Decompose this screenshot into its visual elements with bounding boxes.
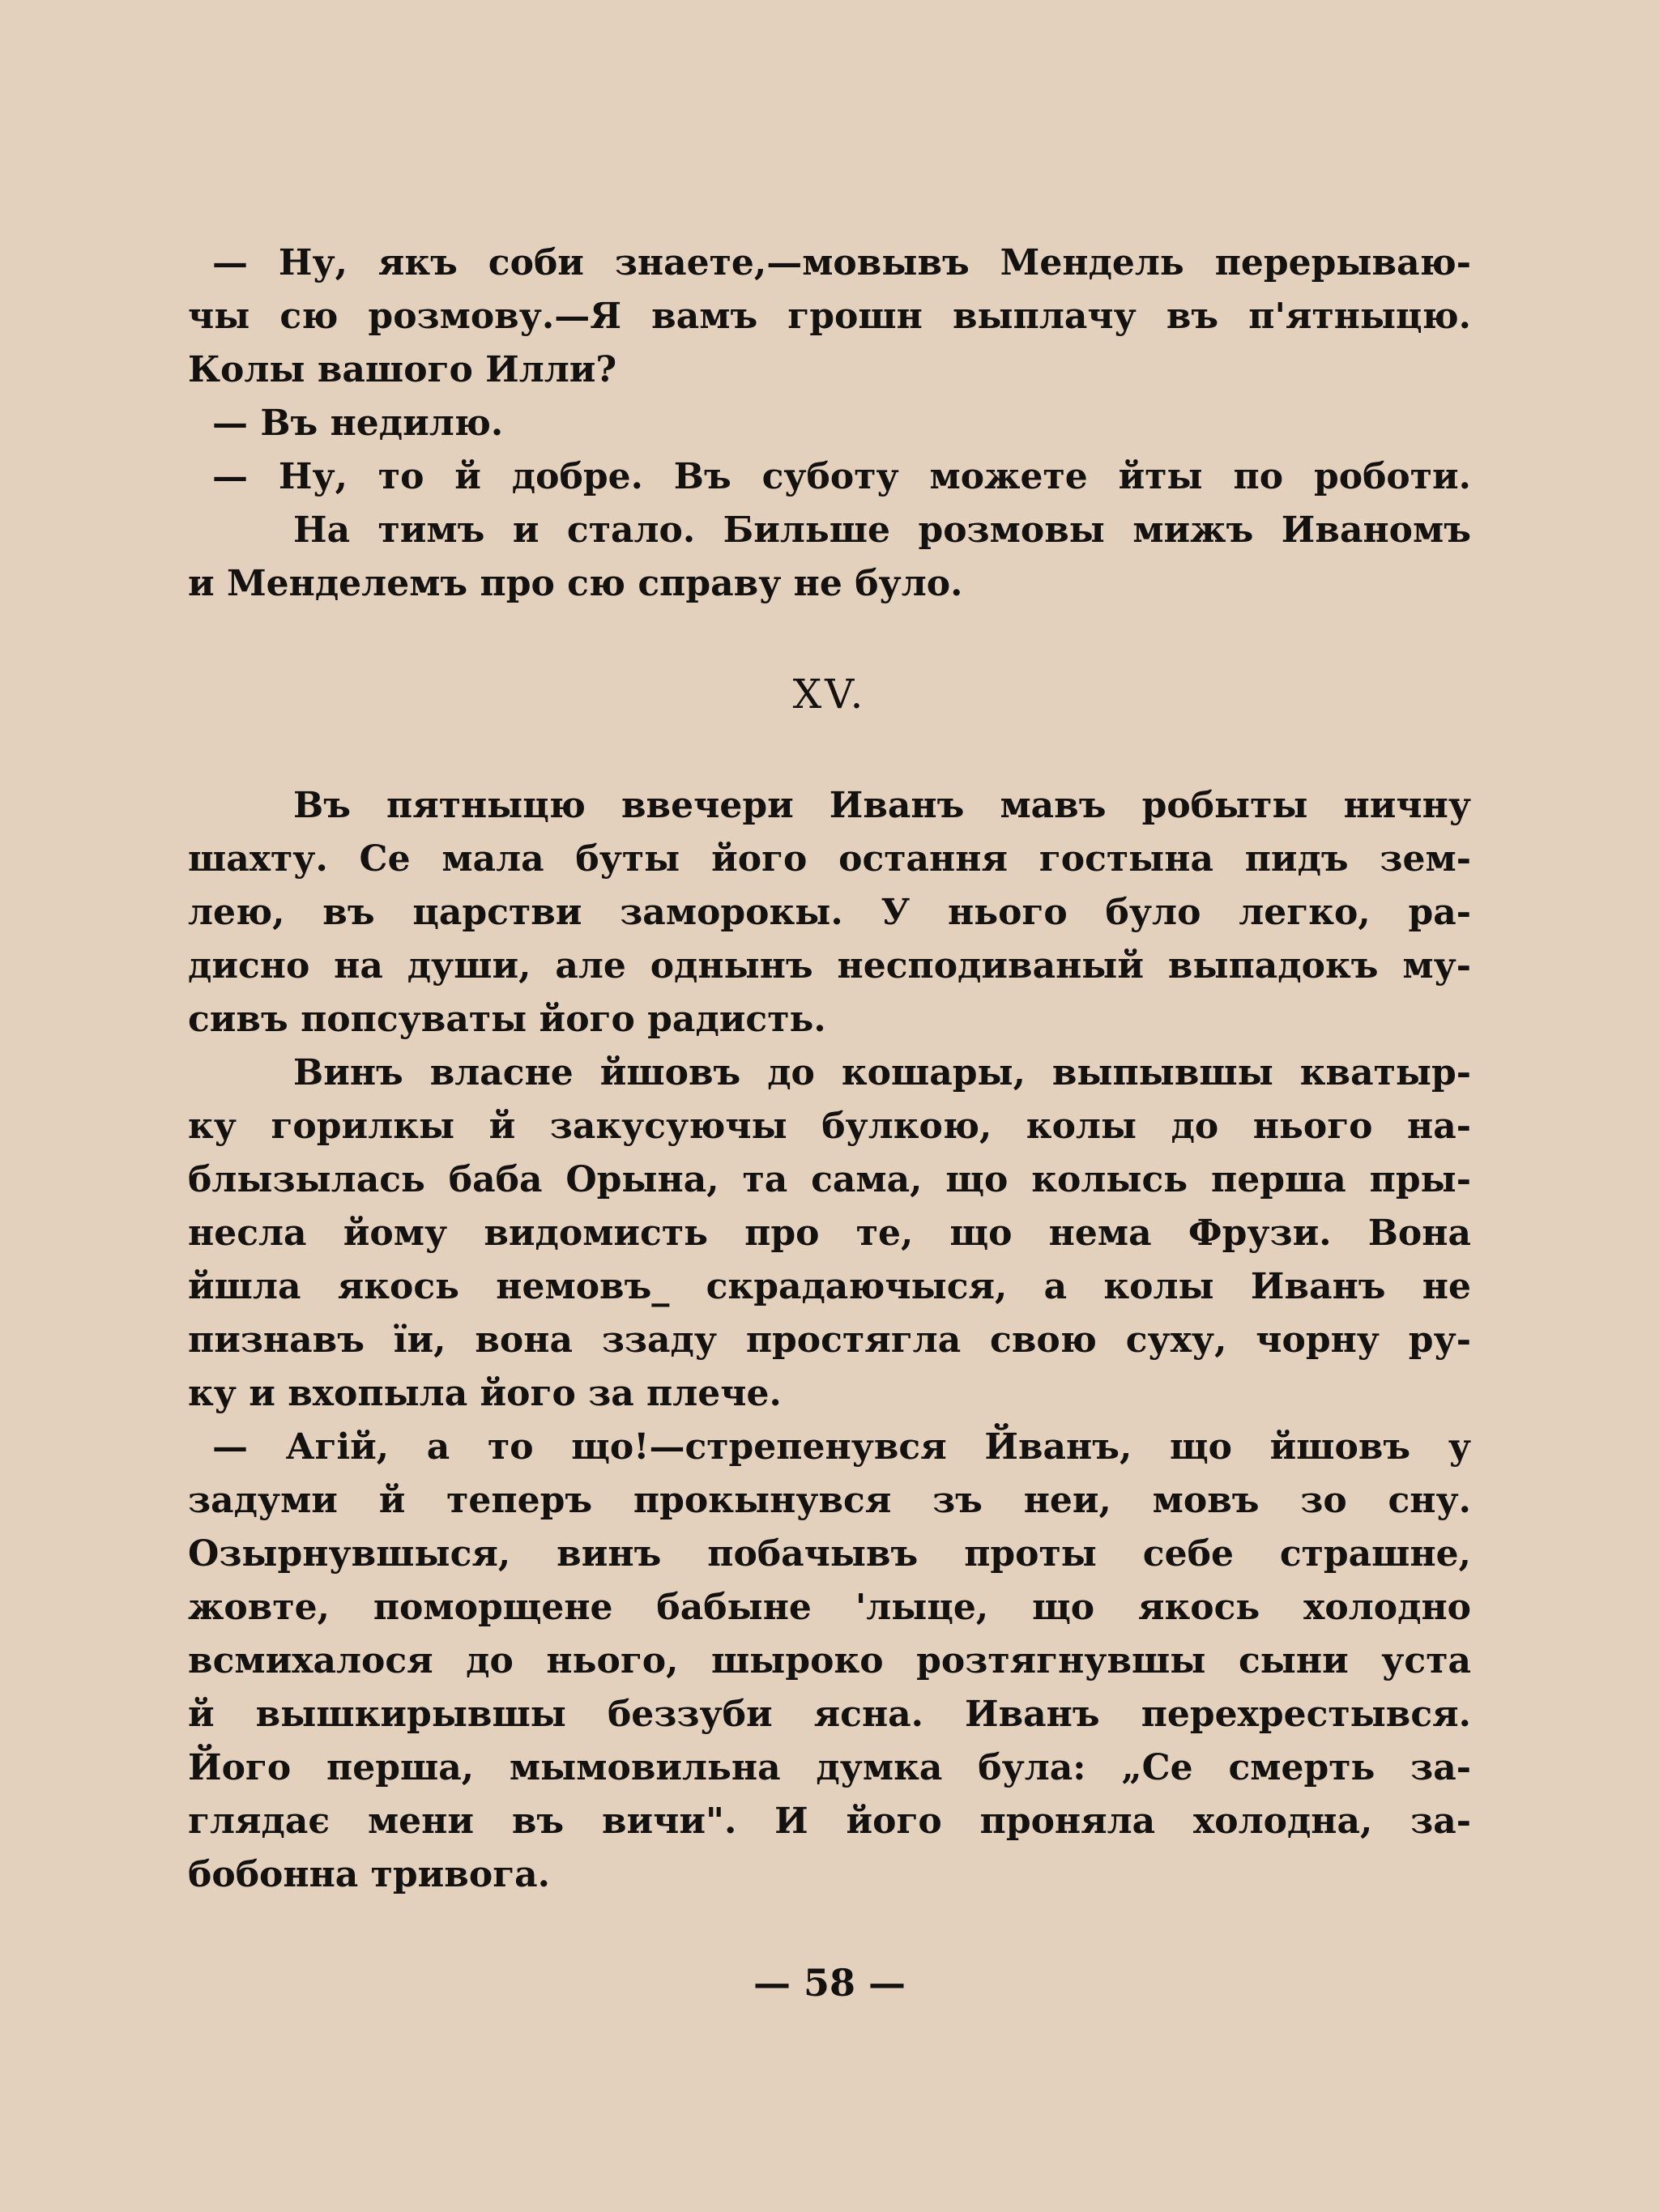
text-line: — Ну, якъ соби знаете,—мовывъ Мендель перерываю- (212, 242, 1471, 283)
text-line: задуми й теперъ прокынувся зъ неи, мовъ зо сну. (188, 1480, 1471, 1521)
text-line: несла йому видомисть про те, що нема Фрузи. Вона (188, 1213, 1471, 1254)
text-line: жовте, поморщене бабыне 'лыце, що якось холодно (188, 1587, 1471, 1628)
text-line: Въ пятныцю ввечери Иванъ мавъ робыты ничну (293, 785, 1471, 826)
text-line: дисно на души, але однынъ несподиваный выпадокъ му- (188, 945, 1471, 987)
text-line: всмихалося до нього, шыроко розтягнувшы сыни уста (188, 1640, 1471, 1681)
text-line: Озырнувшыся, винъ побачывъ проты себе страшне, (188, 1533, 1471, 1575)
text-line: — Ну, то й добре. Въ суботу можете йты по роботи. (212, 456, 1471, 497)
text-line: глядає мени въ вичи". И його проняла холодна, за- (188, 1801, 1471, 1842)
text-line: Колы вашого Илли? (188, 349, 617, 390)
chapter-heading: XV. (792, 671, 867, 718)
text-line: сивъ попсуваты його радисть. (188, 999, 826, 1040)
text-line: Винъ власне йшовъ до кошары, выпывшы кватыр- (293, 1052, 1471, 1093)
page-number: — 58 — (753, 1961, 906, 2005)
text-line: чы сю розмову.—Я вамъ грошн выплачу въ п'ятныцю. (188, 296, 1471, 337)
text-line: — Агій, а то що!—стрепенувся Йванъ, що йшовъ у (212, 1426, 1471, 1468)
text-line: — Въ недилю. (212, 403, 504, 444)
text-line: ку горилкы й закусуючы булкою, колы до нього на- (188, 1106, 1471, 1147)
text-line: бобонна тривога. (188, 1854, 551, 1895)
text-line: и Менделемъ про сю справу не було. (188, 563, 963, 604)
text-line: лею, въ царстви заморокы. У нього було легко, ра- (188, 892, 1471, 933)
text-line: На тимъ и стало. Бильше розмовы мижъ Иваномъ (293, 509, 1471, 551)
text-line: ку и вхопыла його за плече. (188, 1373, 782, 1414)
text-line: блызылась баба Орына, та сама, що колысь перша пры- (188, 1159, 1471, 1200)
text-line: пизнавъ ïи, вона ззаду простягла свою суху, чорну ру- (188, 1319, 1471, 1361)
text-line: шахту. Се мала буты його остання гостына пидъ зем- (188, 838, 1471, 880)
text-line: й вышкирывшы беззуби ясна. Иванъ перехрестывся. (188, 1694, 1471, 1735)
text-line: йшла якось немовъ_ скрадаючыся, а колы Иванъ не (188, 1266, 1471, 1307)
text-line: Його перша, мымовильна думка була: „Се смерть за- (188, 1747, 1471, 1788)
